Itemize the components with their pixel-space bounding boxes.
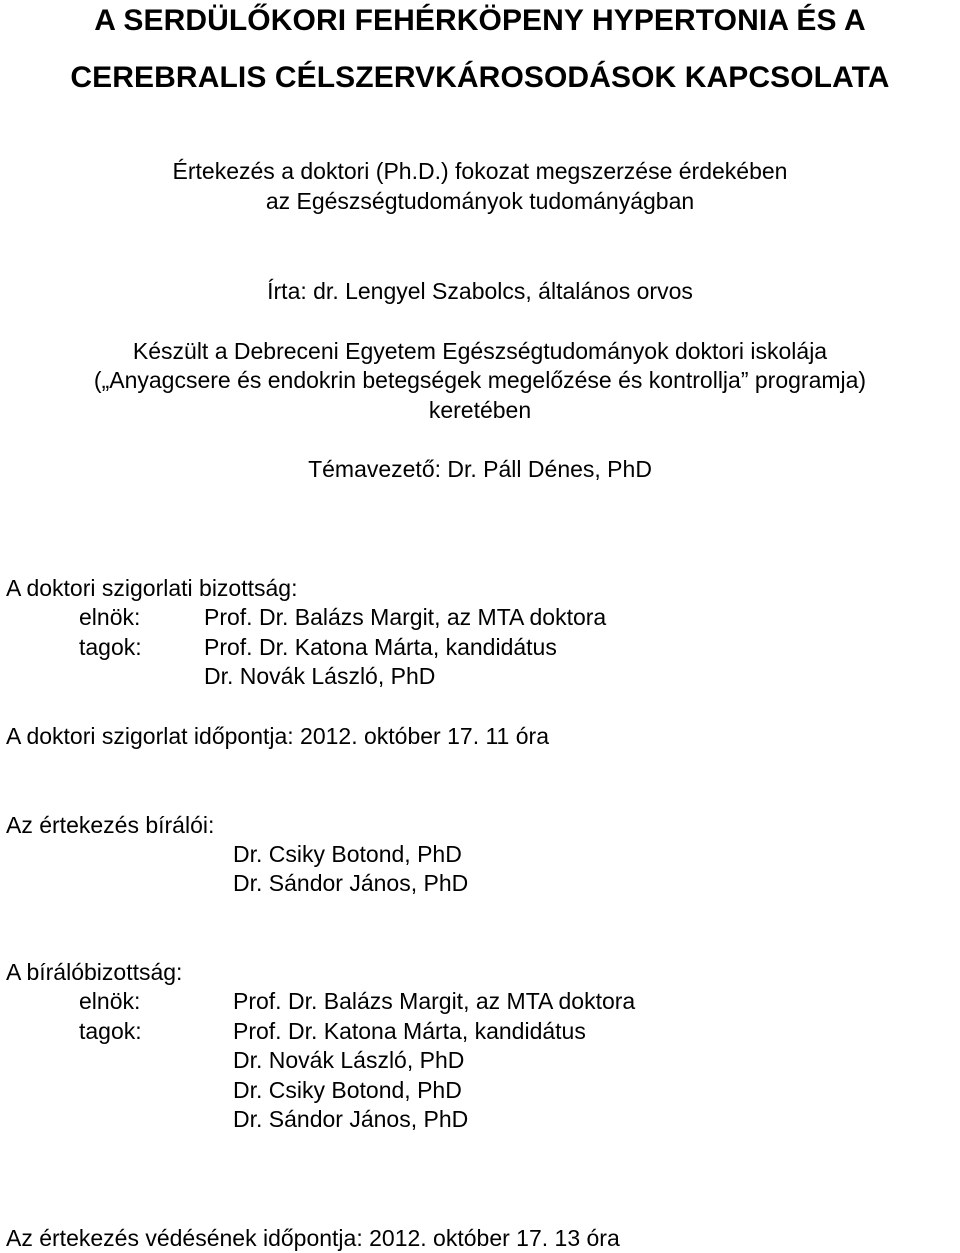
exam-committee-member: Prof. Dr. Katona Márta, kandidátus	[204, 634, 557, 660]
review-committee-member: Prof. Dr. Katona Márta, kandidátus	[233, 1018, 586, 1044]
review-committee-member: Dr. Sándor János, PhD	[233, 1106, 469, 1132]
exam-date-line: A doktori szigorlat időpontja: 2012. október 17. 11 óra	[6, 723, 549, 749]
reviewers-heading: Az értekezés bírálói:	[6, 812, 215, 838]
review-committee-members-label: tagok:	[79, 1018, 142, 1044]
defense-date-line: Az értekezés védésének időpontja: 2012. október 17. 13 óra	[6, 1225, 620, 1251]
subtitle-line-1: Értekezés a doktori (Ph.D.) fokozat megszerzése érdekében	[172, 158, 788, 184]
institution-line-2: („Anyagcsere és endokrin betegségek megelőzése és kontrollja” programja)	[93, 367, 867, 393]
exam-committee-members-label: tagok:	[79, 634, 142, 660]
review-committee-chair-label: elnök:	[79, 988, 141, 1014]
review-committee-heading: A bírálóbizottság:	[6, 959, 183, 985]
supervisor-line: Témavezető: Dr. Páll Dénes, PhD	[308, 456, 652, 482]
institution-line-1: Készült a Debreceni Egyetem Egészségtudományok doktori iskolája	[132, 338, 828, 364]
exam-committee-heading: A doktori szigorlati bizottság:	[6, 575, 298, 601]
institution-line-3: keretében	[428, 397, 532, 423]
review-committee-chair: Prof. Dr. Balázs Margit, az MTA doktora	[233, 988, 636, 1014]
author-line: Írta: dr. Lengyel Szabolcs, általános orvos	[267, 278, 693, 304]
reviewer-name: Dr. Sándor János, PhD	[233, 870, 469, 896]
exam-committee-member: Dr. Novák László, PhD	[204, 663, 436, 689]
exam-committee-chair: Prof. Dr. Balázs Margit, az MTA doktora	[204, 604, 607, 630]
title-line-1: A SERDÜLŐKORI FEHÉRKÖPENY HYPERTONIA ÉS A	[94, 4, 866, 37]
reviewer-name: Dr. Csiky Botond, PhD	[233, 841, 462, 867]
review-committee-member: Dr. Csiky Botond, PhD	[233, 1077, 462, 1103]
subtitle-line-2: az Egészségtudományok tudományágban	[265, 188, 695, 214]
exam-committee-chair-label: elnök:	[79, 604, 141, 630]
title-line-2: CEREBRALIS CÉLSZERVKÁROSODÁSOK KAPCSOLATA	[70, 61, 890, 94]
review-committee-member: Dr. Novák László, PhD	[233, 1047, 465, 1073]
